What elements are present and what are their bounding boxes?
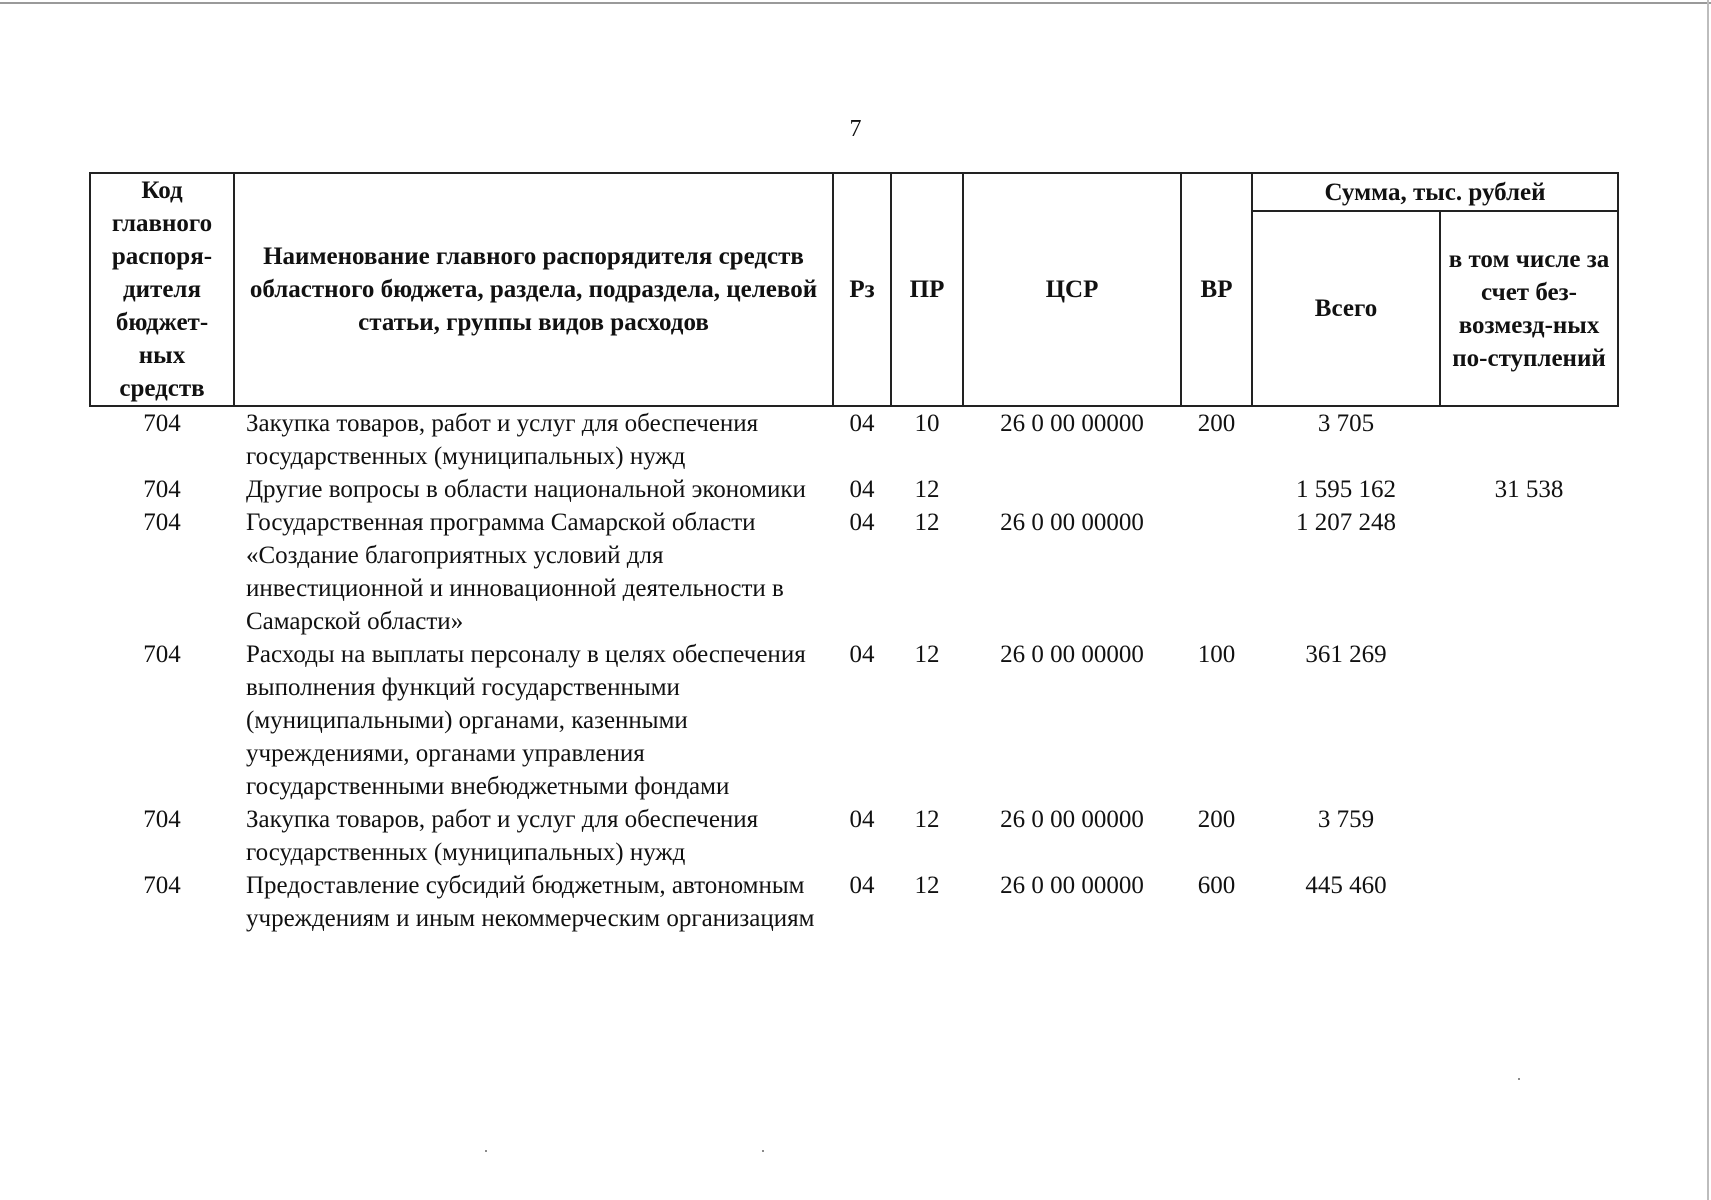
table-row [90,473,1618,506]
cell-name: Закупка товаров, работ и услуг для обеспечения государственных (муниципальных) нужд [246,410,759,470]
table-row [90,869,1618,935]
cell-name: Закупка товаров, работ и услуг для обеспечения государственных (муниципальных) нужд [246,806,759,866]
cell-csr: 26 0 00 00000 [1000,806,1144,833]
header-csr: ЦСР [963,173,1181,406]
cell-rz: 04 [849,806,875,833]
cell-total: 445 460 [1305,872,1387,899]
cell-free [1440,506,1618,638]
cell-code: 704 [143,410,181,437]
cell-vr: 200 [1197,410,1236,437]
scan-speck [762,1150,764,1152]
header-vr: ВР [1181,173,1252,406]
cell-vr: 600 [1197,872,1236,899]
cell-free [1440,869,1618,935]
cell-free [1440,638,1618,803]
cell-code: 704 [143,872,181,899]
table-header [90,173,1618,406]
cell-pr: 12 [914,872,940,899]
cell-free [1440,803,1618,869]
budget-table [89,172,1619,935]
table-row [90,506,1618,638]
header-pr: ПР [891,173,963,406]
table-row [90,406,1618,473]
cell-pr: 10 [914,410,940,437]
cell-rz: 04 [849,872,875,899]
scan-speck [485,1150,487,1152]
cell-csr: 26 0 00 00000 [1000,509,1144,536]
cell-vr [1181,506,1252,638]
cell-total: 1 207 248 [1296,509,1396,536]
cell-rz: 04 [849,410,875,437]
cell-code: 704 [143,806,181,833]
cell-pr: 12 [914,476,940,503]
cell-code: 704 [143,476,181,503]
header-code: Код главного распоря-дителя бюджет-ных средств [90,173,234,406]
cell-csr [963,473,1181,506]
header-name: Наименование главного распорядителя средств областного бюджета, раздела, подраздела, целевой статьи, группы видов расходов [234,173,833,406]
cell-free: 31 538 [1494,476,1564,503]
cell-csr: 26 0 00 00000 [1000,410,1144,437]
page-edge-top [0,2,1711,4]
cell-total: 3 759 [1317,806,1375,833]
cell-name: Другие вопросы в области национальной экономики [246,476,806,503]
cell-total: 1 595 162 [1296,476,1396,503]
table-row [90,803,1618,869]
header-free: в том числе за счет без-возмезд-ных по-ступлений [1440,211,1618,406]
cell-pr: 12 [914,641,940,668]
cell-pr: 12 [914,509,940,536]
cell-rz: 04 [849,509,875,536]
table-body [90,406,1618,935]
cell-total: 3 705 [1317,410,1375,437]
cell-vr [1181,473,1252,506]
table-row [90,638,1618,803]
header-total: Всего [1252,211,1440,406]
cell-free [1440,406,1618,473]
cell-csr: 26 0 00 00000 [1000,641,1144,668]
cell-vr: 100 [1197,641,1236,668]
cell-code: 704 [143,509,181,536]
header-rz: Рз [833,173,891,406]
scan-speck [1518,1078,1520,1080]
cell-rz: 04 [849,641,875,668]
cell-csr: 26 0 00 00000 [1000,872,1144,899]
header-sum-group: Сумма, тыс. рублей [1252,173,1618,211]
cell-name: Предоставление субсидий бюджетным, автономным учреждениям и иным некоммерческим организациям [246,872,815,932]
cell-code: 704 [143,641,181,668]
cell-name: Расходы на выплаты персоналу в целях обеспечения выполнения функций государственными (муниципальными) органами, казенными учреждениями, органами управления государственными внебюджетными фондами [246,641,806,800]
cell-rz: 04 [849,476,875,503]
cell-total: 361 269 [1305,641,1387,668]
page-edge-right [1707,0,1709,1200]
cell-pr: 12 [914,806,940,833]
cell-name: Государственная программа Самарской области «Создание благоприятных условий для инвестиционной и инновационной деятельности в Самарской области» [246,509,784,635]
cell-vr: 200 [1197,806,1236,833]
page-number: 7 [849,116,862,142]
